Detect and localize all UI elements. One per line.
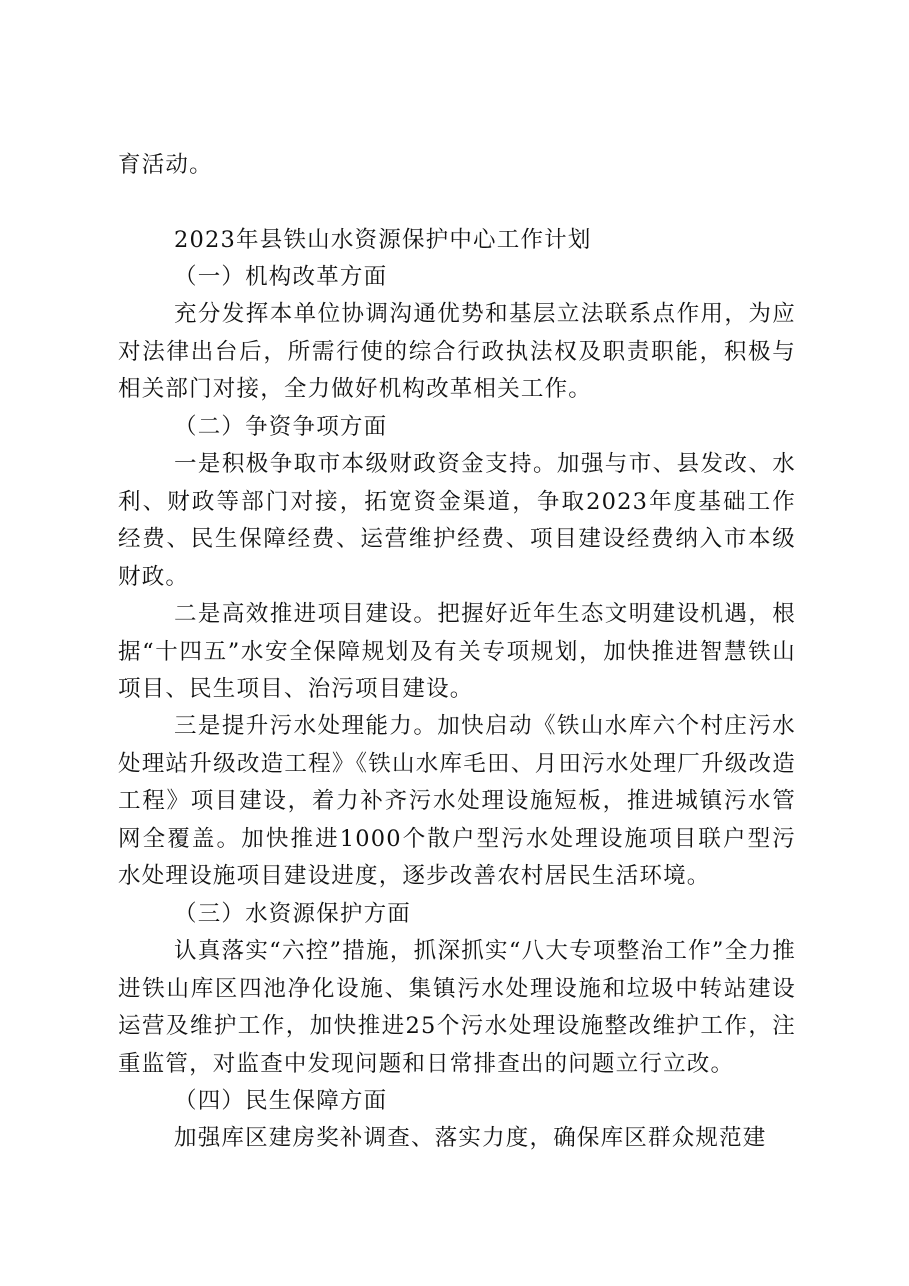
paragraph-3-1: 认真落实“六控”措施，抓深抓实“八大专项整治工作”全力推进铁山库区四池净化设施、集镇污水处理设施和垃圾中转站建设运营及维护工作，加快推进25个污水处理设施整改维护工作，注重监管，对监查中发现问题和日常排查出的问题立行立改。 bbox=[118, 938, 796, 1077]
paragraph-2-1: 一是积极争取市本级财政资金支持。加强与市、县发改、水利、财政等部门对接，拓宽资金渠道，争取2023年度基础工作经费、民生保障经费、运营维护经费、项目建设经费纳入市本级财政。 bbox=[118, 451, 796, 590]
paragraph-2-2: 二是高效推进项目建设。把握好近年生态文明建设机遇，根据“十四五”水安全保障规划及有关专项规划，加快推进智慧铁山项目、民生项目、治污项目建设。 bbox=[118, 601, 796, 702]
paragraph-1-1: 充分发挥本单位协调沟通优势和基层立法联系点作用，为应对法律出台后，所需行使的综合行政执法权及职责职能，积极与相关部门对接，全力做好机构改革相关工作。 bbox=[118, 301, 796, 402]
section-heading-4: （四）民生保障方面 bbox=[174, 1088, 388, 1114]
document-title: 2023年县铁山水资源保护中心工作计划 bbox=[174, 227, 592, 253]
continued-text: 育活动。 bbox=[118, 152, 213, 178]
section-heading-2: （二）争资争项方面 bbox=[174, 414, 388, 440]
section-heading-3: （三）水资源保护方面 bbox=[174, 901, 412, 927]
section-heading-1: （一）机构改革方面 bbox=[174, 264, 388, 290]
paragraph-4-1: 加强库区建房奖补调查、落实力度，确保库区群众规范建 bbox=[174, 1125, 767, 1151]
paragraph-2-3: 三是提升污水处理能力。加快启动《铁山水库六个村庄污水处理站升级改造工程》《铁山水库毛田、月田污水处理厂升级改造工程》项目建设，着力补齐污水处理设施短板，推进城镇污水管网全覆盖。加快推进1000个散户型污水处理设施项目联户型污水处理设施项目建设进度，逐步改善农村居民生活环境。 bbox=[118, 713, 796, 889]
